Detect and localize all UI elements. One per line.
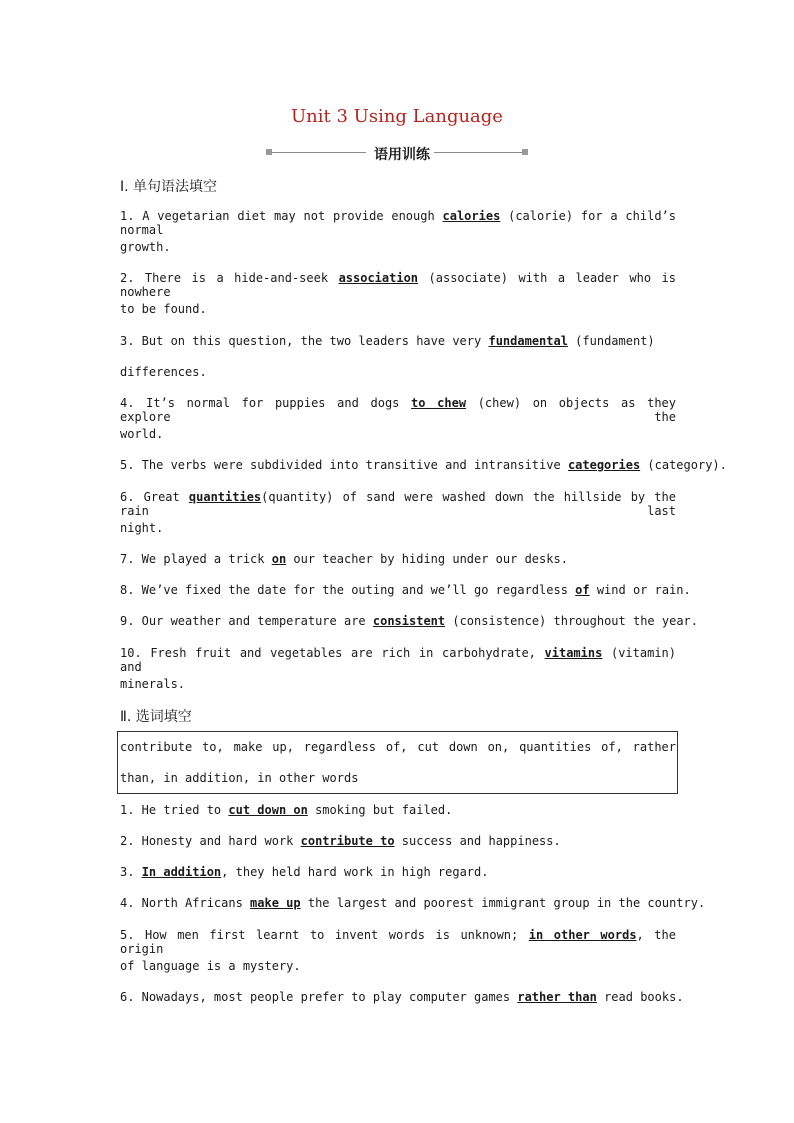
banner-square-icon [522,149,528,155]
answer: categories [567,458,641,472]
answer: fundamental [488,334,568,348]
exercise-item: 9. Our weather and temperature are consistent (consistence) throughout the year. [120,614,698,628]
exercise-item: 4. North Africans make up the largest and poorest immigrant group in the country. [120,896,706,910]
exercise-item: 6. Great quantities(quantity) of sand were washed down the hillside by the rain last [120,490,676,518]
exercise-item: 1. He tried to cut down on smoking but failed. [120,803,453,817]
exercise-item-continued: to be found. [120,302,207,316]
answer: make up [250,896,301,910]
answer: rather than [517,990,597,1004]
exercise-item: 5. How men first learnt to invent words is unknown; in other words, the origin [120,928,676,956]
exercise-item: 3. But on this question, the two leaders have very fundamental (fundament) [120,334,655,348]
banner-divider [272,152,366,153]
banner-label: 语用训练 [374,147,430,163]
answer: on [271,552,287,566]
exercise-item: 10. Fresh fruit and vegetables are rich in carbohydrate, vitamins (vitamin) and [120,646,676,674]
exercise-item-continued: of language is a mystery. [120,959,301,973]
answer: vitamins [544,646,603,660]
exercise-item-continued: differences. [120,365,207,379]
exercise-item: 5. The verbs were subdivided into transitive and intransitive categories (category). [120,458,727,472]
word-bank-line: contribute to, make up, regardless of, cut down on, quantities of, rather [120,740,676,754]
exercise-item-continued: world. [120,427,164,441]
exercise-item: 8. We’ve fixed the date for the outing and we’ll go regardless of wind or rain. [120,583,691,597]
exercise-item-continued: minerals. [120,677,186,691]
exercise-item: 4. It’s normal for puppies and dogs to chew (chew) on objects as they explore the [120,396,676,424]
section-banner [266,142,528,164]
banner-divider [434,152,522,153]
page-title: Unit 3 Using Language [291,106,503,127]
answer: quantities [188,490,262,504]
exercise-item: 2. There is a hide-and-seek association (associate) with a leader who is nowhere [120,271,676,299]
word-bank-line: than, in addition, in other words [120,771,359,785]
exercise-item: 1. A vegetarian diet may not provide enough calories (calorie) for a child’s normal [120,209,676,237]
answer: cut down on [228,803,308,817]
answer: contribute to [300,834,395,848]
exercise-item: 6. Nowadays, most people prefer to play computer games rather than read books. [120,990,684,1004]
answer: consistent [372,614,446,628]
answer: in other words [528,928,637,942]
exercise-item-continued: growth. [120,240,171,254]
answer: calories [442,209,501,223]
answer: to chew [411,396,467,410]
section1-heading: Ⅰ. 单句语法填空 [120,179,218,195]
answer: association [338,271,419,285]
exercise-item: 2. Honesty and hard work contribute to success and happiness. [120,834,561,848]
section2-heading: Ⅱ. 选词填空 [120,709,192,725]
exercise-item-continued: night. [120,521,164,535]
answer: In addition [141,865,222,879]
exercise-item: 7. We played a trick on our teacher by hiding under our desks. [120,552,568,566]
answer: of [575,583,590,597]
exercise-item: 3. In addition, they held hard work in high regard. [120,865,489,879]
